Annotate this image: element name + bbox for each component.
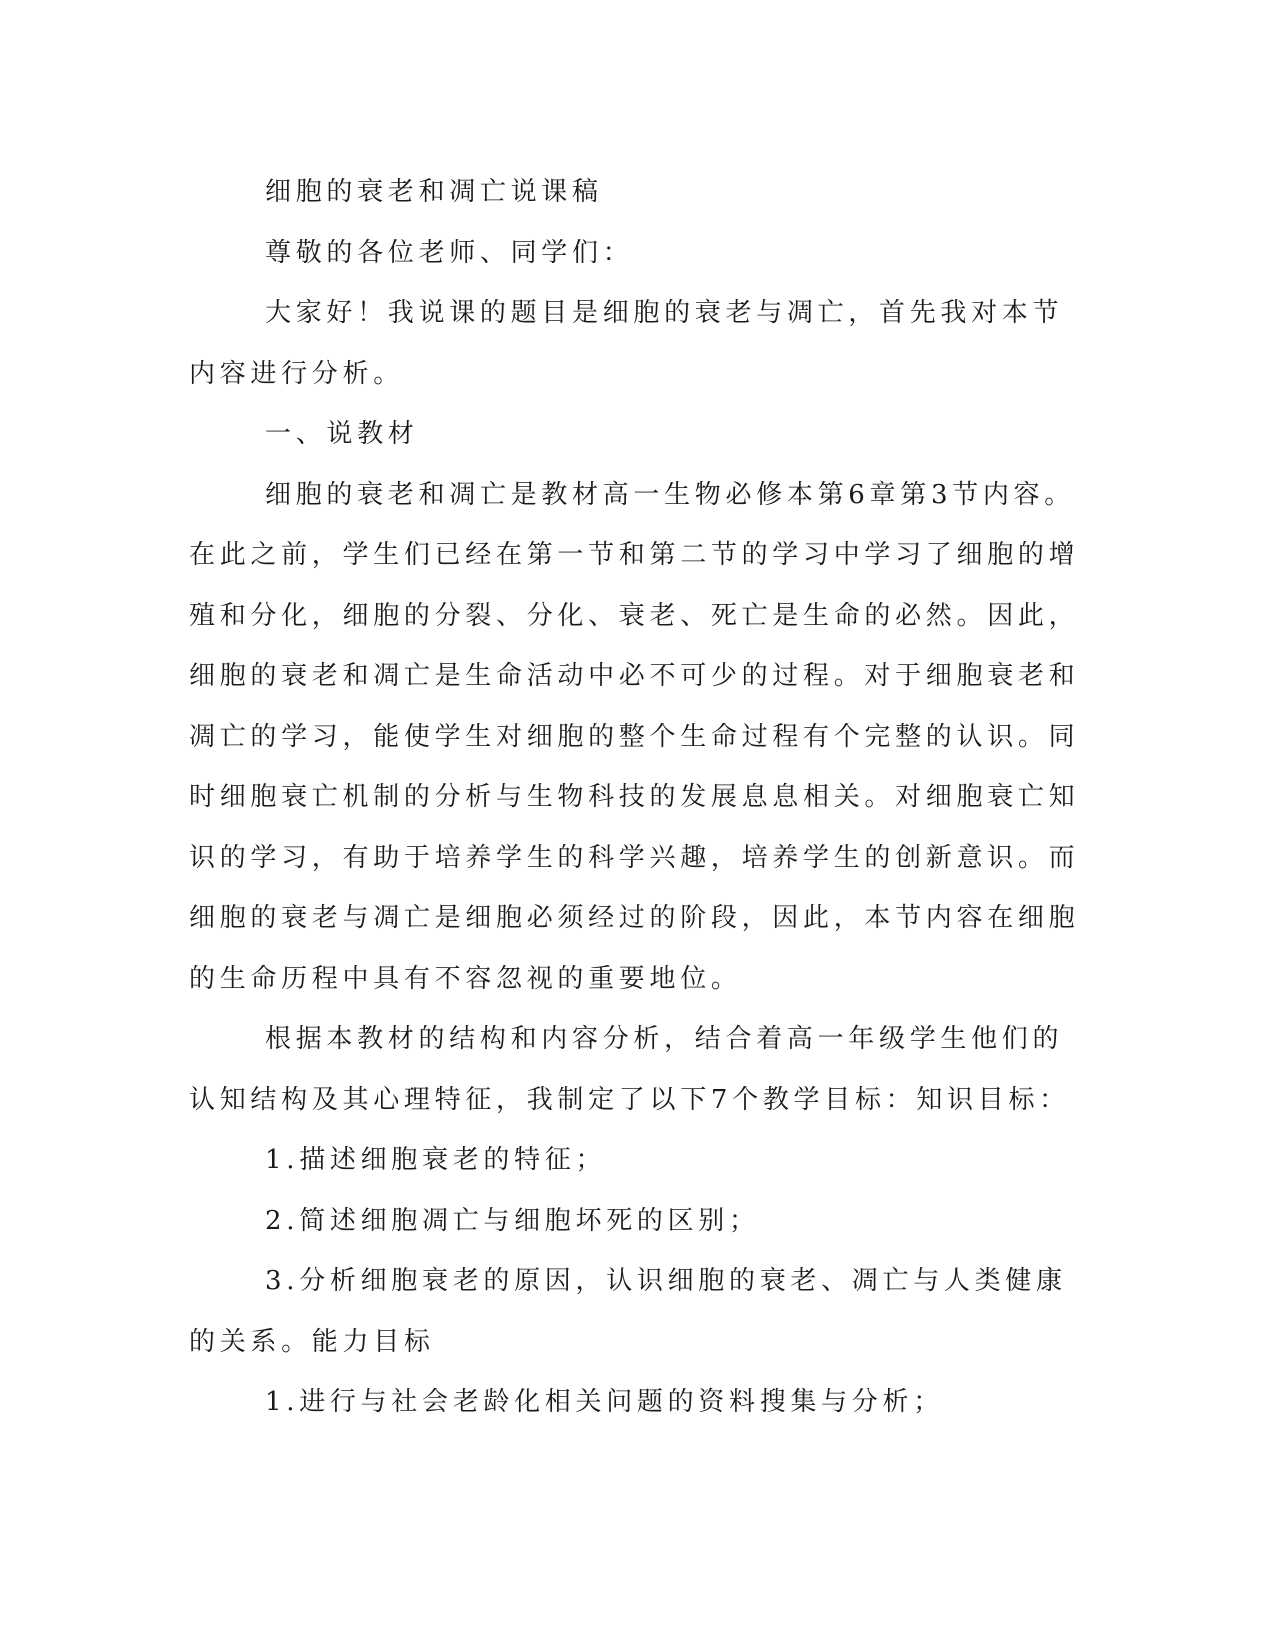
knowledge-objective-1: 1.描述细胞衰老的特征； [265,1145,607,1175]
salutation: 尊敬的各位老师、同学们： [265,237,634,268]
objectives-intro-paragraph: 根据本教材的结构和内容分析，结合着高一年级学生他们的认知结构及其心理特征，我制定了以下7个教学目标：知识目标： [189,1024,1070,1115]
ability-objective-1: 1.进行与社会老龄化相关问题的资料搜集与分析； [265,1387,944,1417]
knowledge-objective-2: 2.简述细胞凋亡与细胞坏死的区别； [265,1205,760,1236]
textbook-analysis-paragraph: 细胞的衰老和凋亡是教材高一生物必修本第6章第3节内容。在此之前，学生们已经在第一节和第二节的学习中学习了细胞的增殖和分化，细胞的分裂、分化、衰老、死亡是生命的必然。因此，细胞的衰老和凋亡是生命活动中必不可少的过程。对于细胞衰老和凋亡的学习，能使学生对细胞的整个生命过程有个完整的认识。同时细胞衰亡机制的分析与生物科技的发展息息相关。对细胞衰亡知识的学习，有助于培养学生的科学兴趣，培养学生的创新意识。而细胞的衰老与凋亡是细胞必须经过的阶段，因此，本节内容在细胞的生命历程中具有不容忽视的重要地位。 [189,479,1080,994]
document-body [189,162,1083,1433]
document-title: 细胞的衰老和凋亡说课稿 [265,177,603,207]
intro-paragraph: 大家好！我说课的题目是细胞的衰老与凋亡，首先我对本节内容进行分析。 [189,298,1064,389]
section-heading-textbook: 一、说教材 [265,419,419,449]
knowledge-objective-3: 3.分析细胞衰老的原因，认识细胞的衰老、凋亡与人类健康的关系。能力目标 [189,1266,1067,1357]
